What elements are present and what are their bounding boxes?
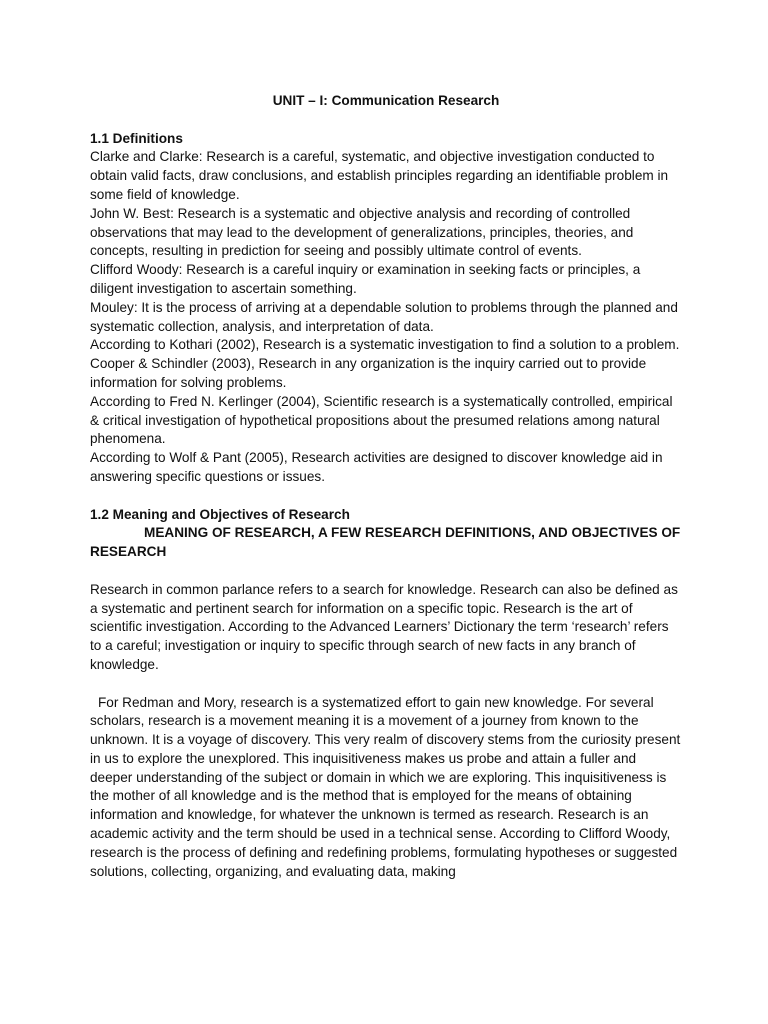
document-page <box>90 92 682 881</box>
paragraph-meaning: Research in common parlance refers to a search for knowledge. Research can also be defined as a systematic and pertinent search for information on a specific topic. Research is the art of scientific investigation. According to the Advanced Learners’ Dictionary the term ‘research’ refers to a careful; investigation or inquiry to specific through search of new facts in any branch of knowledge. <box>90 581 678 672</box>
section-heading-definitions: 1.1 Definitions <box>90 130 183 146</box>
definition-wolf-pant: According to Wolf & Pant (2005), Research activities are designed to discover knowledge aid in answering specific questions or issues. <box>90 450 663 484</box>
section-subheading: MEANING OF RESEARCH, A FEW RESEARCH DEFINITIONS, AND OBJECTIVES OF RESEARCH <box>90 525 681 560</box>
spacer <box>90 562 682 581</box>
definition-best: John W. Best: Research is a systematic and objective analysis and recording of controlled observations that may lead to the development of generalizations, principles, theories, and concepts, resulting in prediction for seeing and possibly ultimate control of events. <box>90 205 634 259</box>
spacer <box>90 675 682 694</box>
spacer <box>90 487 682 506</box>
definition-mouley: Mouley: It is the process of arriving at a dependable solution to problems through the planned and systematic collection, analysis, and interpretation of data. <box>90 299 678 334</box>
definition-woody: Clifford Woody: Research is a careful inquiry or examination in seeking facts or principles, a diligent investigation to ascertain something. <box>90 262 641 296</box>
definition-cooper-schindler: Cooper & Schindler (2003), Research in any organization is the inquiry carried out to provide information for solving problems. <box>90 356 647 390</box>
spacer <box>90 111 682 130</box>
definition-clarke: Clarke and Clarke: Research is a careful, systematic, and objective investigation conducted to obtain valid facts, draw conclusions, and establish principles regarding an identifiable problem in some field of knowledge. <box>90 149 669 202</box>
section-heading-meaning: 1.2 Meaning and Objectives of Research <box>90 506 350 522</box>
definition-kerlinger: According to Fred N. Kerlinger (2004), Scientific research is a systematically controlled, empirical & critical investigation of hypothetical propositions about the presumed relations among natural phenomena. <box>90 393 673 447</box>
paragraph-redman-mory: For Redman and Mory, research is a systematized effort to gain new knowledge. For several scholars, research is a movement meaning it is a movement of a journey from known to the unknown. It is a voyage of discovery. This very realm of discovery stems from the curiosity present in us to explore the unexplored. This inquisitiveness makes us probe and attain a fuller and deeper understanding of the subject or domain in which we are exploring. This inquisitiveness is the mother of all knowledge and is the method that is employed for the means of obtaining information and knowledge, for whatever the unknown is termed as research. Research is an academic activity and the term should be used in a technical sense. According to Clifford Woody, research is the process of defining and redefining problems, formulating hypotheses or suggested solutions, collecting, organizing, and evaluating data, making <box>90 694 681 879</box>
document-title: UNIT – I: Communication Research <box>272 93 500 108</box>
definition-kothari: According to Kothari (2002), Research is a systematic investigation to find a solution to a problem. <box>90 337 680 353</box>
